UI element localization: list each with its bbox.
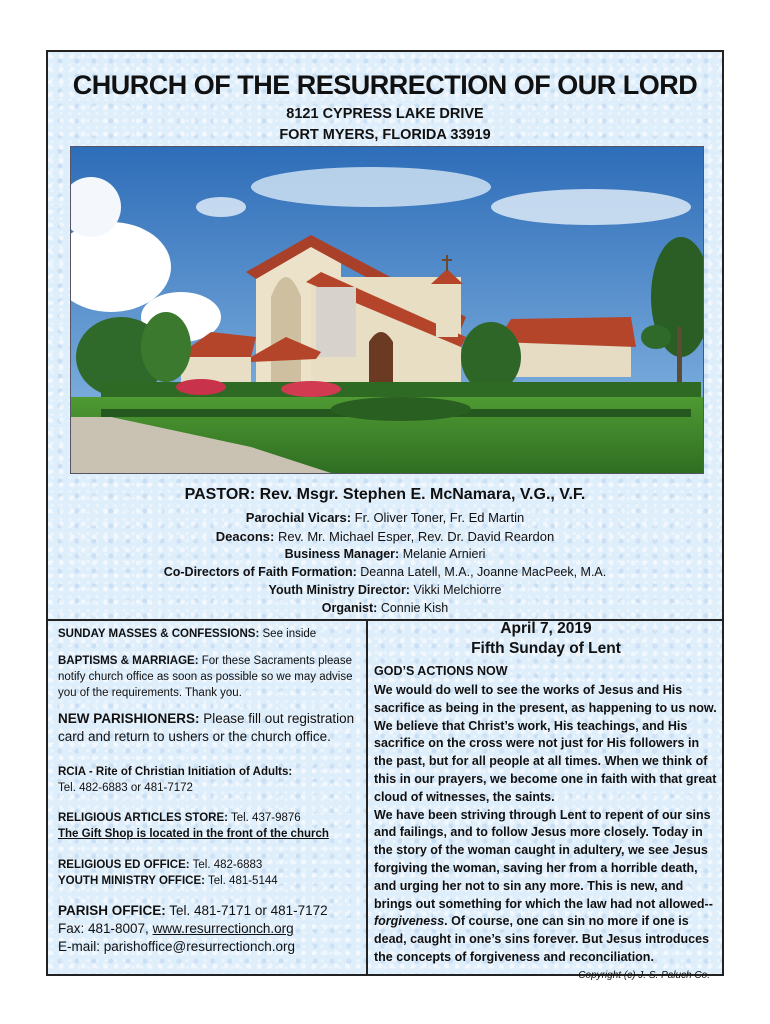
church-name: CHURCH OF THE RESURRECTION OF OUR LORD (72, 70, 698, 100)
church-photo (70, 146, 704, 474)
masses-info: SUNDAY MASSES & CONFESSIONS: See inside (58, 628, 317, 640)
tree (141, 312, 191, 382)
reflection-paragraph-2: We have been striving through Lent to repent of our sins and failings, and to follow Jesus more closely. Today in the story of the woman caught in adultery, we see Jesus forgiving the woman, saving her from a horrible death, and urging her not to sin any more. This is new, and brings out something for which the law had not allowed--forgiveness. Of course, one can sin no more if one is dead, caught in one’s sins forever. But Jesus introduces the concepts of forgiveness and reconciliation. Copyright (c) J. S. Paluch Co. (374, 807, 718, 967)
reflection-paragraph-1: We would do well to see the works of Jesus and His sacrifice as being in the present, as happening to us now. We believe that Christ’s work, His teachings, and His sacrifice on the cross were not just for His followers in the past, but for all people at all times. When we think of this in our prayers, we become one in faith with that great cloud of witnesses, the saints. (374, 683, 717, 804)
bulletin-cover (46, 50, 724, 981)
website-link[interactable]: www.resurrectionch.org (152, 921, 294, 936)
stone-panel (316, 287, 356, 357)
liturgical-day: Fifth Sunday of Lent (471, 640, 621, 657)
parish-office-info: PARISH OFFICE: Tel. 481-7171 or 481-7172 Fax: 481-8007, www.resurrectionch.org E-mail: parishoffice@resurrectionch.org (58, 903, 328, 954)
bell-tower (436, 282, 458, 337)
vertical-divider (366, 619, 368, 974)
palm (641, 325, 671, 349)
cloud (491, 189, 691, 225)
tree (461, 322, 521, 392)
reflection-column (374, 618, 718, 985)
cloud (196, 197, 246, 217)
baptisms-info: BAPTISMS & MARRIAGE: For these Sacraments please notify church office as soon as possible so we may advise you of the requirements. Thank you. (58, 655, 353, 699)
faith-formation-line: Co-Directors of Faith Formation: Deanna Latell, M.A., Joanne MacPeek, M.A. (163, 565, 607, 579)
reflection-heading: GOD’S ACTIONS NOW (374, 664, 508, 678)
street-address: 8121 CYPRESS LAKE DRIVE (286, 106, 484, 122)
pastor-line: PASTOR: Rev. Msgr. Stephen E. McNamara, V.G., V.F. (184, 486, 586, 503)
copyright-note: Copyright (c) J. S. Paluch Co. (578, 969, 710, 981)
church-illustration (71, 147, 703, 473)
city-address: FORT MYERS, FLORIDA 33919 (279, 127, 491, 143)
store-info: RELIGIOUS ARTICLES STORE: Tel. 437-9876 The Gift Shop is located in the front of the church (58, 812, 329, 840)
email-link[interactable]: E-mail: parishoffice@resurrectionch.org (58, 939, 296, 954)
bulletin-date: April 7, 2019 (500, 620, 592, 637)
arch-entrance (271, 277, 301, 387)
youth-director-line: Youth Ministry Director: Vikki Melchiorre (268, 583, 502, 597)
vicars-line: Parochial Vicars: Fr. Oliver Toner, Fr. Ed Martin (245, 510, 525, 525)
business-manager-line: Business Manager: Melanie Arnieri (284, 547, 486, 561)
new-parishioners-info: NEW PARISHIONERS: Please fill out registration card and return to ushers or the church office. (58, 711, 355, 744)
deacons-line: Deacons: Rev. Mr. Michael Esper, Rev. Dr. David Reardon (215, 529, 555, 544)
flower-bed (176, 379, 226, 395)
flower-bed (281, 381, 341, 397)
church-door (369, 332, 393, 382)
shrub (331, 397, 471, 421)
rcia-info: RCIA - Rite of Christian Initiation of Adults: Tel. 482-6883 or 481-7172 (58, 766, 293, 794)
offices-info: RELIGIOUS ED OFFICE: Tel. 482-6883 YOUTH MINISTRY OFFICE: Tel. 481-5144 (58, 859, 278, 887)
cloud (251, 167, 491, 207)
organist-line: Organist: Connie Kish (321, 601, 449, 615)
gift-shop-note: The Gift Shop is located in the front of the church (58, 828, 329, 840)
